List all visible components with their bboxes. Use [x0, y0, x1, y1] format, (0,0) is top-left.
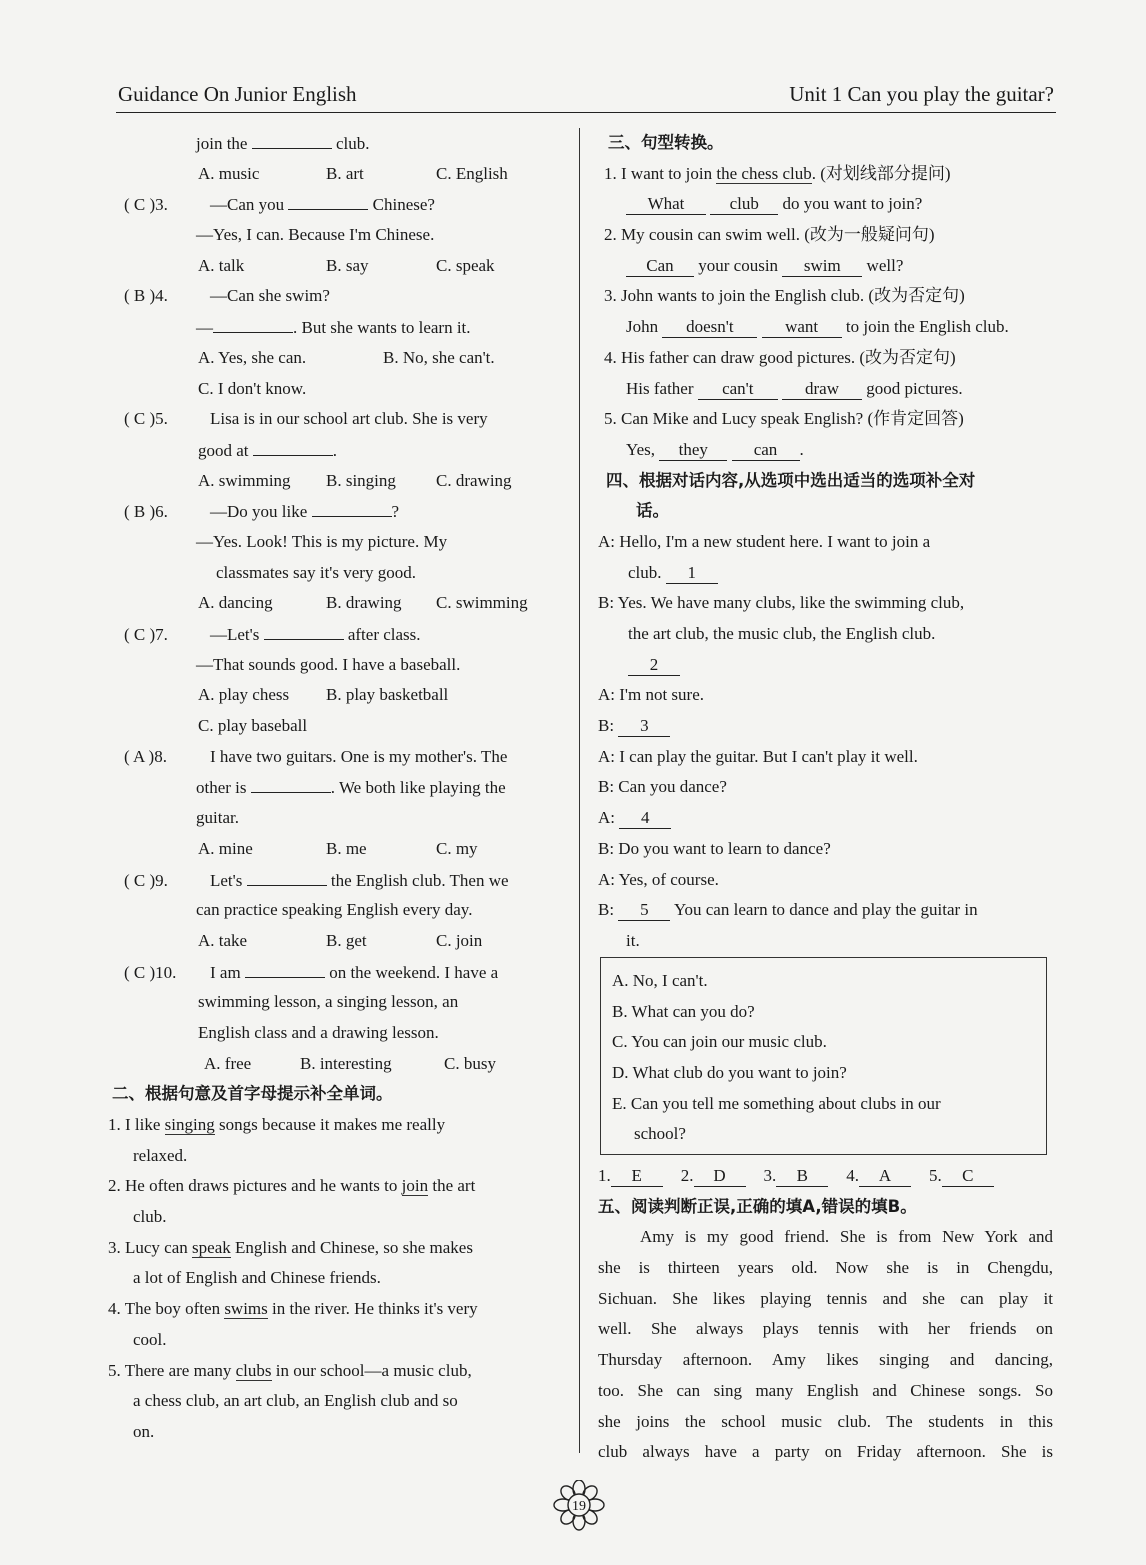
passage-line: well. She always plays tennis with her friends on — [598, 1319, 1053, 1339]
dialog-line: B: 3 — [598, 711, 1053, 742]
page-number: 19 — [572, 1499, 586, 1514]
transform-2: 2. My cousin can swim well. (改为一般疑问句) — [604, 225, 935, 245]
transform-answer: What club do you want to join? — [598, 189, 1053, 220]
question-line: good at . — [108, 435, 566, 466]
options-box — [600, 957, 1047, 1155]
passage-line: Sichuan. She likes playing tennis and she can play it — [598, 1288, 1053, 1308]
dialog-line: it. — [626, 930, 640, 950]
dialog-line: club. 1 — [598, 558, 1053, 589]
header-unit: Unit 1 Can you play the guitar? — [789, 82, 1054, 106]
transform-answer: John doesn't want to join the English club. — [626, 317, 1009, 337]
question-line: — . But she wants to learn it. — [108, 312, 566, 343]
question-line: swimming lesson, a singing lesson, an — [198, 992, 459, 1012]
transform-answer: Yes, they can . — [626, 439, 804, 459]
dialog-line: B: Do you want to learn to dance? — [598, 838, 831, 858]
answer-blank — [253, 435, 333, 456]
fill-word-line: relaxed. — [133, 1145, 188, 1165]
options-line: A. mine B. me C. my — [198, 838, 478, 858]
answer-blank — [252, 128, 332, 149]
dialog-line: A: Yes, of course. — [598, 869, 719, 889]
question-7: ( C )7. —Let's after class. — [108, 619, 566, 650]
passage-line: Thursday afternoon. Amy likes singing and dancing, — [598, 1350, 1053, 1370]
question-4: ( B )4. —Can she swim? — [124, 286, 330, 306]
question-10: ( C )10. I am on the weekend. I have a — [108, 957, 566, 988]
fill-word-2: 2. He often draws pictures and he wants to join the art — [108, 1176, 476, 1196]
option-item: E. Can you tell me something about clubs in our — [612, 1093, 941, 1113]
answer-blank — [213, 312, 293, 333]
fill-word-line: a lot of English and Chinese friends. — [133, 1268, 381, 1288]
fill-word-3: 3. Lucy can speak English and Chinese, so she makes — [108, 1237, 473, 1257]
passage-line: she is thirteen years old. Now she is in Chengdu, — [598, 1258, 1053, 1278]
option-item: B. What can you do? — [612, 1001, 755, 1021]
transform-4: 4. His father can draw good pictures. (改为否定句) — [604, 347, 956, 367]
dialog-line: B: Can you dance? — [598, 777, 727, 797]
options-line: A. talk B. say C. speak — [198, 255, 495, 275]
answer-blank — [251, 772, 331, 793]
options-line: A. dancing B. drawing C. swimming — [198, 593, 528, 613]
dialog-line: the art club, the music club, the English club. — [628, 624, 936, 643]
passage-line: too. She can sing many English and Chinese songs. So — [598, 1380, 1053, 1400]
answer-blank — [312, 496, 392, 517]
question-line: —Yes. Look! This is my picture. My — [196, 531, 448, 551]
dialog-line: A: I'm not sure. — [598, 685, 704, 705]
right-column-lower — [598, 1161, 1053, 1468]
question-6: ( B )6. —Do you like ? — [108, 496, 566, 527]
fill-word-line: a chess club, an art club, an English club and so — [133, 1391, 458, 1411]
option-item: D. What club do you want to join? — [612, 1063, 847, 1083]
question-line: guitar. — [196, 808, 239, 828]
question-8: ( A )8. I have two guitars. One is my mother's. The — [124, 746, 508, 766]
answer-blank — [245, 957, 325, 978]
right-column — [598, 128, 1053, 957]
question-line: English class and a drawing lesson. — [198, 1022, 439, 1042]
option-item: school? — [634, 1124, 686, 1144]
question-line: classmates say it's very good. — [216, 562, 416, 582]
passage-line: Amy is my good friend. She is from New York and — [640, 1227, 1053, 1247]
question-line: can practice speaking English every day. — [196, 900, 473, 920]
fill-word-line: club. — [133, 1207, 167, 1227]
dialog-line: 2 — [598, 650, 1053, 681]
section-4-title: 四、根据对话内容,从选项中选出适当的选项补全对 — [606, 470, 976, 490]
section-5-title: 五、阅读判断正误,正确的填A,错误的填B。 — [598, 1196, 917, 1216]
page-number-flower — [552, 1480, 606, 1534]
header-title: Guidance On Junior English — [118, 82, 357, 106]
transform-1: 1. I want to join the chess club. (对划线部分提问) — [604, 163, 951, 183]
question-line: —Yes, I can. Because I'm Chinese. — [196, 225, 435, 245]
option-item: C. You can join our music club. — [612, 1032, 827, 1052]
question-3: ( C )3. —Can you Chinese? — [108, 189, 566, 220]
answer-blank — [247, 865, 327, 886]
question-line: other is . We both like playing the — [108, 772, 566, 803]
options-line: A. music B. art C. English — [198, 163, 508, 183]
options-line: A. Yes, she can. B. No, she can't. — [198, 347, 495, 367]
options-line: A. play chess B. play basketball — [198, 685, 449, 705]
transform-answer: His father can't draw good pictures. — [626, 378, 963, 398]
flower-icon — [552, 1480, 606, 1534]
answers-row: 1. E 2. D 3. B 4. A 5. C — [598, 1161, 1053, 1192]
options-line: A. take B. get C. join — [198, 930, 483, 950]
fill-word-5: 5. There are many clubs in our school—a music club, — [108, 1360, 472, 1380]
dialog-line: A: Hello, I'm a new student here. I want to join a — [598, 531, 931, 551]
fill-word-1: 1. I like singing songs because it makes me really — [108, 1115, 446, 1134]
fill-word-line: on. — [133, 1421, 155, 1441]
dialog-line: A: 4 — [598, 803, 1053, 834]
transform-5: 5. Can Mike and Lucy speak English? (作肯定回答) — [604, 409, 964, 429]
answer-blank — [264, 619, 344, 640]
dialog-line: A: I can play the guitar. But I can't play it well. — [598, 746, 918, 766]
question-9: ( C )9. Let's the English club. Then we — [108, 865, 566, 896]
passage-line: club always have a party on Friday afternoon. She is — [598, 1442, 1053, 1462]
fill-word-line: cool. — [133, 1329, 167, 1349]
fill-word-4: 4. The boy often swims in the river. He thinks it's very — [108, 1299, 478, 1319]
options-line: C. play baseball — [198, 716, 308, 736]
answer-blank — [288, 189, 368, 210]
section-2-title: 二、根据句意及首字母提示补全单词。 — [112, 1084, 393, 1104]
section-3-title: 三、句型转换。 — [608, 133, 724, 152]
dialog-line: B: 5 You can learn to dance and play the guitar in — [598, 900, 978, 920]
dialog-line: B: Yes. We have many clubs, like the swimming club, — [598, 593, 965, 613]
transform-3: 3. John wants to join the English club. (改为否定句) — [604, 286, 965, 306]
options-line: A. swimming B. singing C. drawing — [198, 470, 512, 490]
option-item: A. No, I can't. — [612, 971, 708, 990]
transform-answer: Can your cousin swim well? — [598, 251, 1053, 282]
left-column — [108, 128, 566, 1448]
options-line: C. I don't know. — [198, 378, 307, 398]
column-divider — [579, 128, 580, 1453]
options-line: A. free B. interesting C. busy — [204, 1053, 496, 1073]
question-line: —That sounds good. I have a baseball. — [196, 654, 461, 674]
question-5: ( C )5. Lisa is in our school art club. She is very — [124, 409, 488, 429]
question-line: join the club. — [108, 128, 566, 159]
section-4-title-cont: 话。 — [636, 501, 669, 521]
header-rule — [116, 112, 1056, 113]
passage-line: she joins the school music club. The students in this — [598, 1411, 1053, 1431]
